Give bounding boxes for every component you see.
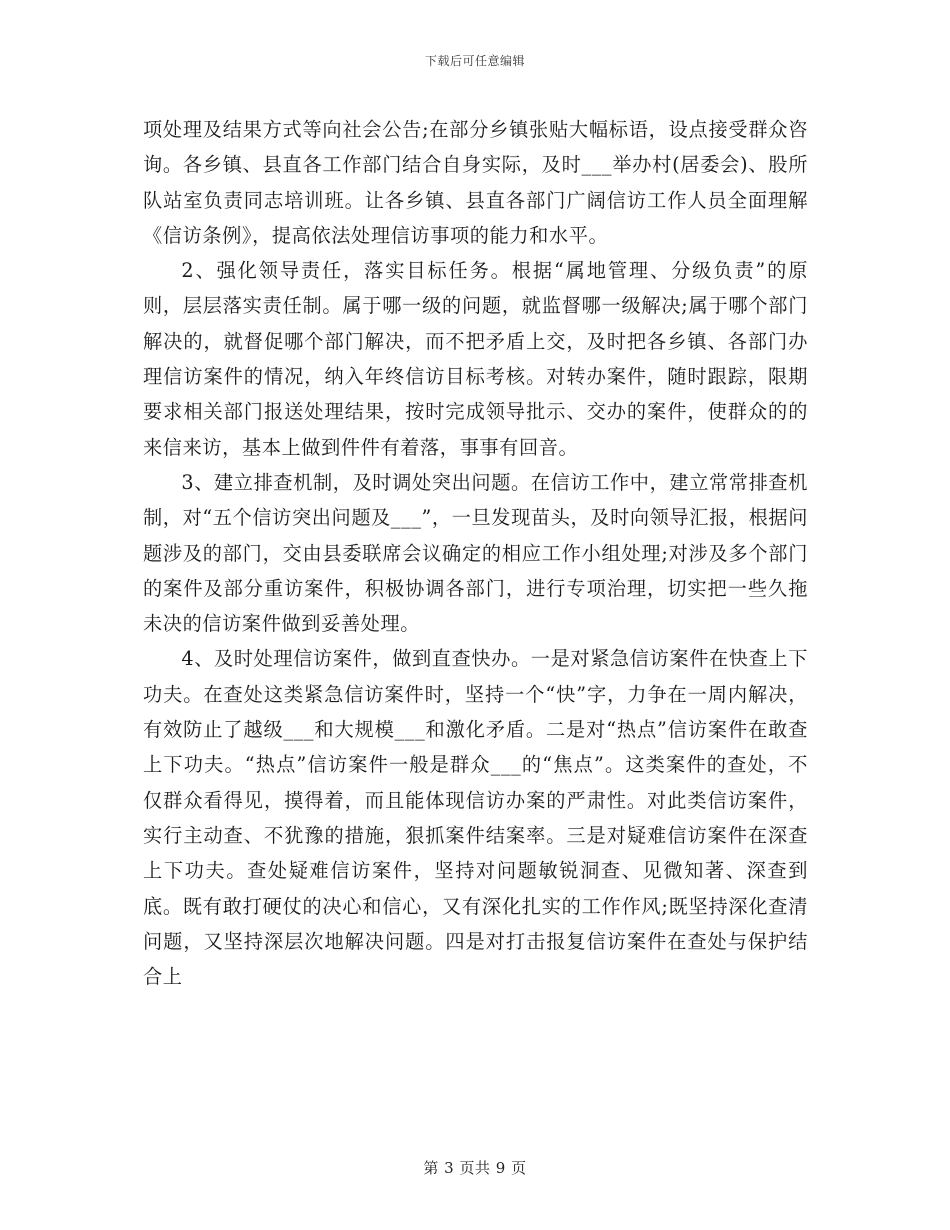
page-number: 第 3 页共 9 页	[423, 1159, 527, 1177]
paragraph-continuation: 项处理及结果方式等向社会公告;在部分乡镇张贴大幅标语，设点接受群众咨询。各乡镇、县直各工作部门结合自身实际，及时___举办村(居委会)、股所队站室负责同志培训班。让各乡镇、县直各部门广阔信访工作人员全面理解《信访条例》，提高依法处理信访事项的能力和水平。	[143, 118, 808, 247]
document-body	[143, 112, 808, 994]
paragraph-4: 4、及时处理信访案件，做到直查快办。一是对紧急信访案件在快查上下功夫。在查处这类紧急信访案件时，坚持一个“快”字，力争在一周内解决，有效防止了越级___和大规模___和激化矛盾。二是对“热点”信访案件在敢查上下功夫。“热点”信访案件一般是群众___的“焦点”。这类案件的查处，不仅群众看得见，摸得着，而且能体现信访办案的严肃性。对此类信访案件，实行主动查、不犹豫的措施，狠抓案件结案率。三是对疑难信访案件在深查上下功夫。查处疑难信访案件，坚持对问题敏锐洞查、见微知著、深查到底。既有敢打硬仗的决心和信心，又有深化扎实的工作作风;既坚持深化查清问题，又坚持深层次地解决问题。四是对打击报复信访案件在查处与保护结合上	[143, 647, 808, 989]
page-header: 下载后可任意编辑	[424, 54, 525, 68]
paragraph-2: 2、强化领导责任，落实目标任务。根据“属地管理、分级负责”的原则，层层落实责任制。属于哪一级的问题，就监督哪一级解决;属于哪个部门解决的，就督促哪个部门解决，而不把矛盾上交，及时把各乡镇、各部门办理信访案件的情况，纳入年终信访目标考核。对转办案件，随时跟踪，限期要求相关部门报送处理结果，按时完成领导批示、交办的案件，使群众的的来信来访，基本上做到件件有着落，事事有回音。	[143, 259, 808, 459]
paragraph-3: 3、建立排查机制，及时调处突出问题。在信访工作中，建立常常排查机制，对“五个信访突出问题及___”，一旦发现苗头，及时向领导汇报，根据问题涉及的部门，交由县委联席会议确定的相应工作小组处理;对涉及多个部门的案件及部分重访案件，积极协调各部门，进行专项治理，切实把一些久拖未决的信访案件做到妥善处理。	[143, 470, 808, 636]
